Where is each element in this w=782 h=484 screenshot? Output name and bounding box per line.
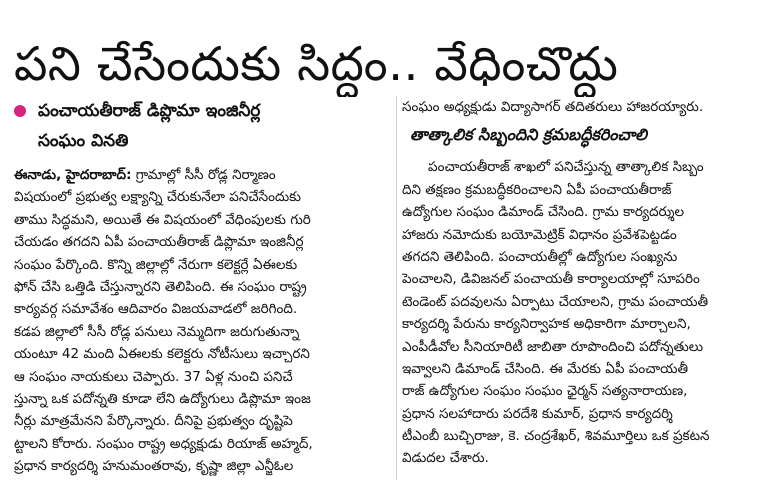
section-subhead: తాత్కాలిక సిబ్బందిని క్రమబద్ధీకరించాలి xyxy=(410,125,647,145)
left-body xyxy=(14,164,392,477)
body-line: ఈనాడు, హైదరాబాద్: గ్రామాల్లో సీసీ రోడ్ల నిర్మాణం xyxy=(14,167,276,183)
body-line: తగదని తెలిపింది. పంచాయతీల్లో ఉద్యోగుల సంఖ్యను xyxy=(402,248,678,265)
body-line: ట్టాలని కోరారు. సంఘం రాష్ట్ర అధ్యక్షుడు రియాజ్ అహ్మద్, xyxy=(14,435,313,452)
body-line: టీఎంబీ బుచ్చిరాజు, కె. చంద్రశేఖర్, శివమూర్తిలు ఒక ప్రకటన xyxy=(402,428,710,445)
body-line: హాజరు నమోదుకు బయోమెట్రిక్ విధానం ప్రవేశపెట్టడం xyxy=(402,226,677,243)
left-column xyxy=(14,96,392,477)
body-line: ఆ సంఘం నాయకులు చెప్పారు. 37 ఏళ్ల నుంచి పనిచే xyxy=(14,368,293,385)
body-line: ఎంపీడీవోల సీనియారిటీ జాబితా రూపొందించి పదోన్నతులు xyxy=(402,338,703,355)
body-line: ఉద్యోగుల సంఘం డిమాండ్ చేసింది. గ్రామ కార్యదర్శుల xyxy=(402,204,685,221)
body-line: రాజ్ ఉద్యోగుల సంఘం సంఘం ఛైర్మన్ సత్యనారాయణ, xyxy=(402,383,688,400)
dateline: ఈనాడు, హైదరాబాద్: xyxy=(14,167,132,183)
subhead-line-2: సంఘం వినతి xyxy=(38,131,129,151)
body-line: టెండెంట్ పదవులను ఏర్పాటు చేయాలని, గ్రామ పంచాయతీ xyxy=(402,293,709,310)
body-line: సంఘం పేర్కొంది. కొన్ని జిల్లాల్లో నేరుగా కలెక్టర్లే ఏఈలకు xyxy=(14,256,298,273)
article-headline: పని చేసేందుకు సిద్ధం.. వేధించొద్దు xyxy=(14,37,619,93)
bullet-dot-icon xyxy=(14,105,26,117)
body-line: స్తున్నా ఒక పదోన్నతి కూడా లేని ఉద్యోగులు డిప్లొమా ఇంజ xyxy=(14,390,311,407)
body-line: చేయడం తగదని ఏపీ పంచాయతీరాజ్ డిప్లొమా ఇంజినీర్ల xyxy=(14,234,304,251)
article-subhead xyxy=(14,96,392,156)
body-line: పంచాయతీరాజ్ శాఖలో పనిచేస్తున్న తాత్కాలిక సిబ్బం xyxy=(428,159,704,176)
right-column xyxy=(402,96,774,470)
body-line: విడుదల చేశారు. xyxy=(402,450,489,467)
column-divider xyxy=(396,96,397,480)
continuation-line: సంఘం అధ్యక్షుడు విద్యాసాగర్ తదితరులు హాజరయ్యారు. xyxy=(402,99,704,115)
body-line: ప్రధాన సలహాదారు పరదేశి కుమార్, ప్రధాన కార్యదర్శి xyxy=(402,405,673,422)
body-line: యంటూ 42 మంది ఏఈలకు కలెక్టరు నోటీసులు ఇచ్చారని xyxy=(14,346,310,363)
body-line: కార్యవర్గ సమావేశం ఆదివారం విజయవాడలో జరిగింది. xyxy=(14,301,298,318)
body-line: కార్యదర్శి పేరును కార్యనిర్వాహక అధికారిగా మార్చాలని, xyxy=(402,316,691,333)
body-line: పెంచాలని, డివిజనల్ పంచాయతీ కార్యాలయాల్లో సూపరిం xyxy=(402,271,700,288)
body-line: తాము సిద్ధమని, అయితే ఈ విషయంలో వేధింపులకు గురి xyxy=(14,211,311,228)
body-line: దిని తక్షణం క్రమబద్ధీకరించాలని ఏపీ పంచాయతీరాజ్ xyxy=(402,181,672,198)
subhead-line-1: పంచాయతీరాజ్ డిప్లొమా ఇంజినీర్ల xyxy=(38,101,261,121)
body-line: ఫోన్ చేసి ఒత్తిడి చేస్తున్నారని తెలిపింది. ఈ సంఘం రాష్ట్ర xyxy=(14,278,307,295)
body-line: ప్రధాన కార్యదర్శి హనుమంతరావు, కృష్ణా జిల్లా ఎన్జీఓల xyxy=(14,458,294,475)
body-line: విషయంలో ప్రభుత్వ లక్ష్యాన్ని చేరుకునేలా పనిచేసేందుకు xyxy=(14,189,301,206)
body-line: కడప జిల్లాలో సీసీ రోడ్ల పనులు నెమ్మదిగా జరుగుతున్నా xyxy=(14,323,300,340)
body-line: నీర్లు మాత్రమేనని పేర్కొన్నారు. దీనిపై ప్రభుత్వం దృష్టిపె xyxy=(14,413,293,430)
body-line: ఇవ్వాలని డిమాండ్ చేసింది. ఈ మేరకు ఏపీ పంచాయతీ xyxy=(402,360,688,377)
